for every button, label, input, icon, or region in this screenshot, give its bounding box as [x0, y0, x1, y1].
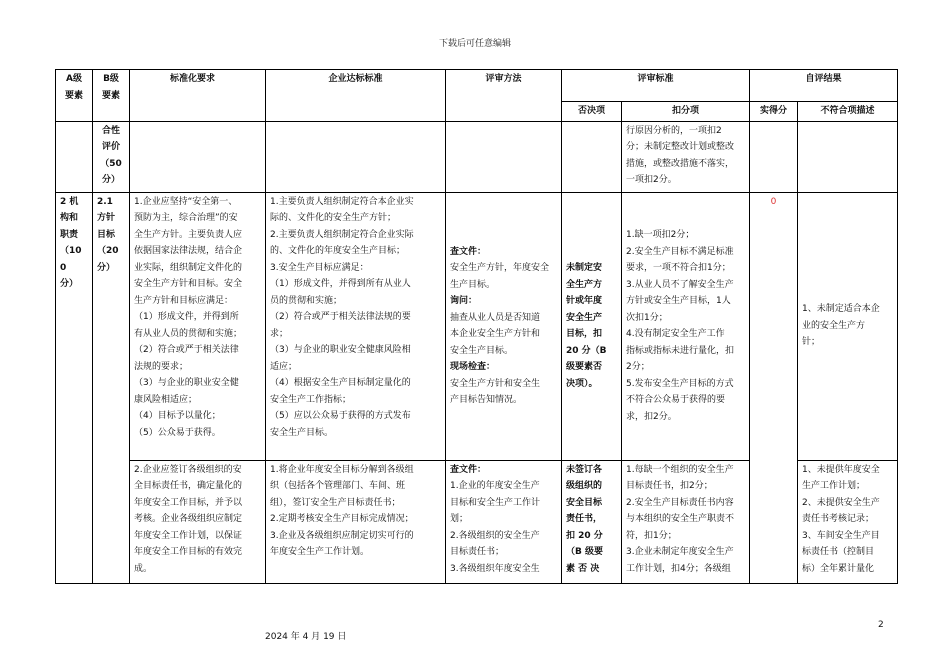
header-review-criteria: 评审标准	[562, 70, 750, 102]
cell-enterprise	[266, 121, 446, 192]
method-label: 现场检查：	[450, 362, 496, 372]
cell-veto: 未制定安 全生产方 针或年度 安全生产 目标，扣 20 分（B 级要素否 决项）。	[562, 192, 622, 460]
method-text: 安全生产方针和安全生 产目标告知情况。	[450, 378, 541, 405]
cell-deduction: 行原因分析的，一项扣2 分；未制定整改计划或整改 措施，或整改措施不落实， 一项扣2分。	[622, 121, 750, 192]
cell-standard	[130, 121, 266, 192]
cell-b-element: 2.1 方针 目标 （20 分）	[93, 192, 130, 583]
table-row	[56, 121, 898, 192]
cell-standard: 2.企业应签订各级组织的安 全目标责任书，确定量化的 年度安全工作目标，并予以 考核。企业各级组织应制定 年度安全工作计划，以保证 年度安全工作目标的有效完 成。	[130, 460, 266, 583]
header-a-level: A级 要素	[56, 70, 93, 122]
method-label: 询问：	[450, 296, 478, 306]
cell-method	[446, 192, 562, 460]
cell-deduction: 1.缺一项扣2分； 2.安全生产目标不满足标准 要求，一项不符合扣1分； 3.从业人员不了解安全生产 方针或安全生产目标，1人 次扣1分； 4.没有制定安全生产工作 指标或指标未进行量化，扣 2分； 5.发布安全生产目标的方式 不符合公众易于获得的要 求，扣2分。	[622, 192, 750, 460]
cell-enterprise: 1.主要负责人组织制定符合本企业实 际的、文件化的安全生产方针； 2.主要负责人组织制定符合企业实际 的、文件化的年度安全生产目标； 3.安全生产目标应满足： （1）形成文件，并得到所有从业人 员的贯彻和实施； （2）符合或严于相关法律法规的要 求； （3）与企业的职业安全健康风险相 适应； （4）根据安全生产目标制定量化的 安全生产工作指标； （5）应以公众易于获得的方式发布 安全生产目标。	[266, 192, 446, 460]
table-row	[56, 192, 898, 460]
header-b-level: B级 要素	[93, 70, 130, 122]
cell-veto: 未签订各 级组织的 安全目标 责任书， 扣 20 分 （B 级要 素 否 决	[562, 460, 622, 583]
cell-noncompliance: 1、未提供年度安全 生产工作计划； 2、未提供安全生产 责任书考核记录； 3、车间安全生产目 标责任书（控制目 标）全年累计量化	[798, 460, 898, 583]
header-actual-score: 实得分	[750, 102, 798, 122]
cell-method	[446, 121, 562, 192]
cell-b-element: 合性 评价 （50 分）	[93, 121, 130, 192]
cell-deduction: 1.每缺一个组织的安全生产 目标责任书，扣2分； 2.安全生产目标责任书内容 与本组织的安全生产职责不 符，扣1分； 3.企业未制定年度安全生产 工作计划，扣4分；各级组	[622, 460, 750, 583]
cell-enterprise: 1.将企业年度安全目标分解到各级组 织（包括各个管理部门、车间、班 组），签订安全生产目标责任书； 2.定期考核安全生产目标完成情况； 3.企业及各级组织应制定切实可行的 年度安全生产工作计划。	[266, 460, 446, 583]
header-note: 下载后可任意编辑	[438, 39, 511, 49]
method-text: 安全生产方针，年度安全 生产目标。	[450, 263, 550, 290]
cell-method	[446, 460, 562, 583]
cell-score: 0	[750, 192, 798, 583]
footer-date: 2024 年 4 月 19 日	[265, 632, 347, 642]
cell-a	[56, 121, 93, 192]
evaluation-table	[55, 69, 898, 584]
cell-veto	[562, 121, 622, 192]
header-review-method: 评审方法	[446, 70, 562, 122]
cell-noncompliance	[798, 121, 898, 192]
header-veto-item: 否决项	[562, 102, 622, 122]
header-noncompliance-desc: 不符合项描述	[798, 102, 898, 122]
page-number: 2	[878, 620, 884, 630]
header-deduction-item: 扣分项	[622, 102, 750, 122]
method-text: 1.企业的年度安全生产 目标和安全生产工作计 划； 2.各级组织的安全生产 目标责任书； 3.各级组织年度安全生	[450, 481, 541, 574]
cell-standard: 1.企业应坚持“安全第一、 预防为主，综合治理”的安 全生产方针。主要负责人应 依据国家法律法规，结合企 业实际，组织制定文件化的 安全生产方针和目标。安全 生产方针和目标应满足： （1）形成文件，并得到所 有从业人员的贯彻和实施； （2）符合或严于相关法律 法规的要求； （3）与企业的职业安全健 康风险相适应； （4）目标予以量化； （5）公众易于获得。	[130, 192, 266, 460]
method-label: 查文件：	[450, 464, 487, 475]
header-enterprise-standard: 企业达标标准	[266, 70, 446, 122]
method-text: 抽查从业人员是否知道 本企业安全生产方针和 安全生产目标。	[450, 312, 541, 356]
header-standard-requirements: 标准化要求	[130, 70, 266, 122]
cell-a-element: 2 机 构和 职责 （10 0 分）	[56, 192, 93, 583]
cell-score	[750, 121, 798, 192]
cell-noncompliance: 1、未制定适合本企 业的安全生产方 针；	[798, 192, 898, 460]
header-self-evaluation: 自评结果	[750, 70, 898, 102]
method-label: 查文件：	[450, 246, 487, 257]
